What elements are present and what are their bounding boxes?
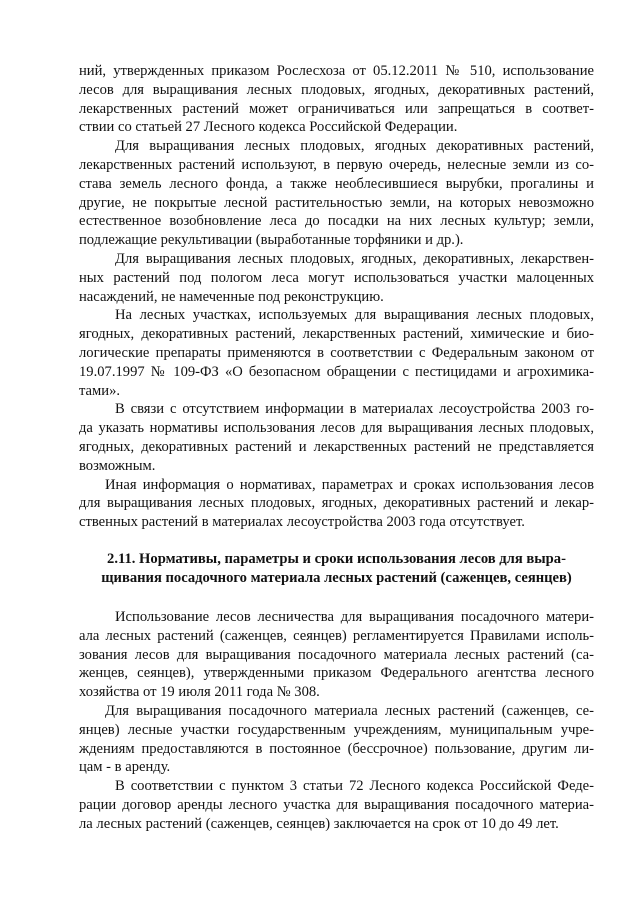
paragraph [79, 400, 594, 475]
heading-line: 2.11. Нормативы, параметры и сроки использования лесов для выра- [107, 550, 566, 567]
text-line: подлежащие рекультивации (выработанные торфяники и др.). [79, 232, 464, 249]
text-line: ний, утвержденных приказом Рослесхоза от 05.12.2011 № 510, использование [79, 63, 594, 79]
paragraph [79, 250, 594, 306]
text-line: цам - в аренду. [79, 759, 171, 776]
text-line: ждениям предоставляются в постоянное (бессрочное) пользование, другим ли- [79, 740, 594, 757]
text-line: На лесных участках, используемых для выращивания лесных плодовых, [115, 307, 594, 324]
text-line: ала лесных растений (саженцев, сеянцев) регламентируется Правилами исполь- [79, 627, 594, 644]
text-line: янцев) лесные участки государственным учреждениям, муниципальным учре- [79, 721, 594, 738]
paragraph [79, 702, 594, 777]
document-page [79, 62, 594, 833]
text-line: для выращивания лесных плодовых, ягодных, декоративных растений и лекар- [79, 495, 594, 512]
paragraph [79, 608, 594, 702]
text-line: лекарственных растений может ограничиваться или запрещаться в соответ- [79, 100, 594, 117]
text-line: естественное возобновление леса до посадки на них лесных культур; земли, [79, 213, 594, 230]
text-line: логические препараты применяются в соответствии с Федеральным законом от [79, 344, 594, 361]
text-line: ягодных, декоративных растений, лекарственных растений, химические и био- [79, 326, 594, 343]
text-line: 19.07.1997 № 109-ФЗ «О безопасном обращении с пестицидами и агрохимика- [79, 363, 594, 380]
text-line: тами». [79, 382, 121, 399]
paragraph [79, 62, 594, 137]
text-line: зования лесов для выращивания посадочного материала лесных растений (са- [79, 646, 594, 663]
text-line: Для выращивания посадочного материала лесных растений (саженцев, се- [105, 702, 594, 719]
text-line: става земель лесного фонда, а также необлесившиеся вырубки, прогалины и [79, 175, 594, 192]
text-line: ственных растений в материалах лесоустройства 2003 года отсутствует. [79, 514, 525, 531]
text-line: ных растений под пологом леса могут использоваться участки малоценных [79, 269, 594, 286]
text-line: ствии со статьей 27 Лесного кодекса Российской Федерации. [79, 119, 458, 136]
text-line: лекарственных растений используют, в первую очередь, нелесные земли из со- [79, 156, 594, 173]
section-heading [79, 550, 594, 588]
text-line: Иная информация о нормативах, параметрах и сроках использования лесов [105, 476, 594, 493]
text-line: женцев, сеянцев), утвержденными приказом Федерального агентства лесного [79, 665, 594, 682]
text-line: Использование лесов лесничества для выращивания посадочного матери- [115, 608, 594, 625]
text-line: лесов для выращивания лесных плодовых, ягодных, декоративных растений, [79, 81, 594, 98]
text-line: возможным. [79, 457, 156, 474]
text-line: да указать нормативы использования лесов для выращивания лесных плодовых, [79, 420, 594, 437]
paragraph [79, 476, 594, 532]
text-line: Для выращивания лесных плодовых, ягодных декоративных растений, [115, 138, 594, 155]
text-section-before [79, 62, 594, 532]
text-section-after [79, 608, 594, 834]
text-line: другие, не покрытые лесной растительностью земли, на которых невозможно [79, 194, 594, 211]
text-line: ягодных, декоративных растений и лекарственных растений не представляется [79, 438, 594, 455]
text-line: насаждений, не намеченные под реконструкцию. [79, 288, 384, 305]
text-line: В связи с отсутствием информации в материалах лесоустройства 2003 го- [115, 401, 594, 418]
paragraph [79, 306, 594, 400]
paragraph [79, 777, 594, 833]
text-line: хозяйства от 19 июля 2011 года № 308. [79, 684, 320, 701]
heading-line: щивания посадочного материала лесных растений (саженцев, сеянцев) [101, 569, 572, 586]
text-line: Для выращивания лесных плодовых, ягодных, декоративных, лекарствен- [115, 250, 594, 267]
paragraph [79, 137, 594, 250]
text-line: ла лесных растений (саженцев, сеянцев) заключается на срок от 10 до 49 лет. [79, 815, 559, 832]
text-line: рации договор аренды лесного участка для выращивания посадочного материа- [79, 796, 594, 813]
text-line: В соответствии с пунктом 3 статьи 72 Лесного кодекса Российской Феде- [115, 778, 594, 795]
